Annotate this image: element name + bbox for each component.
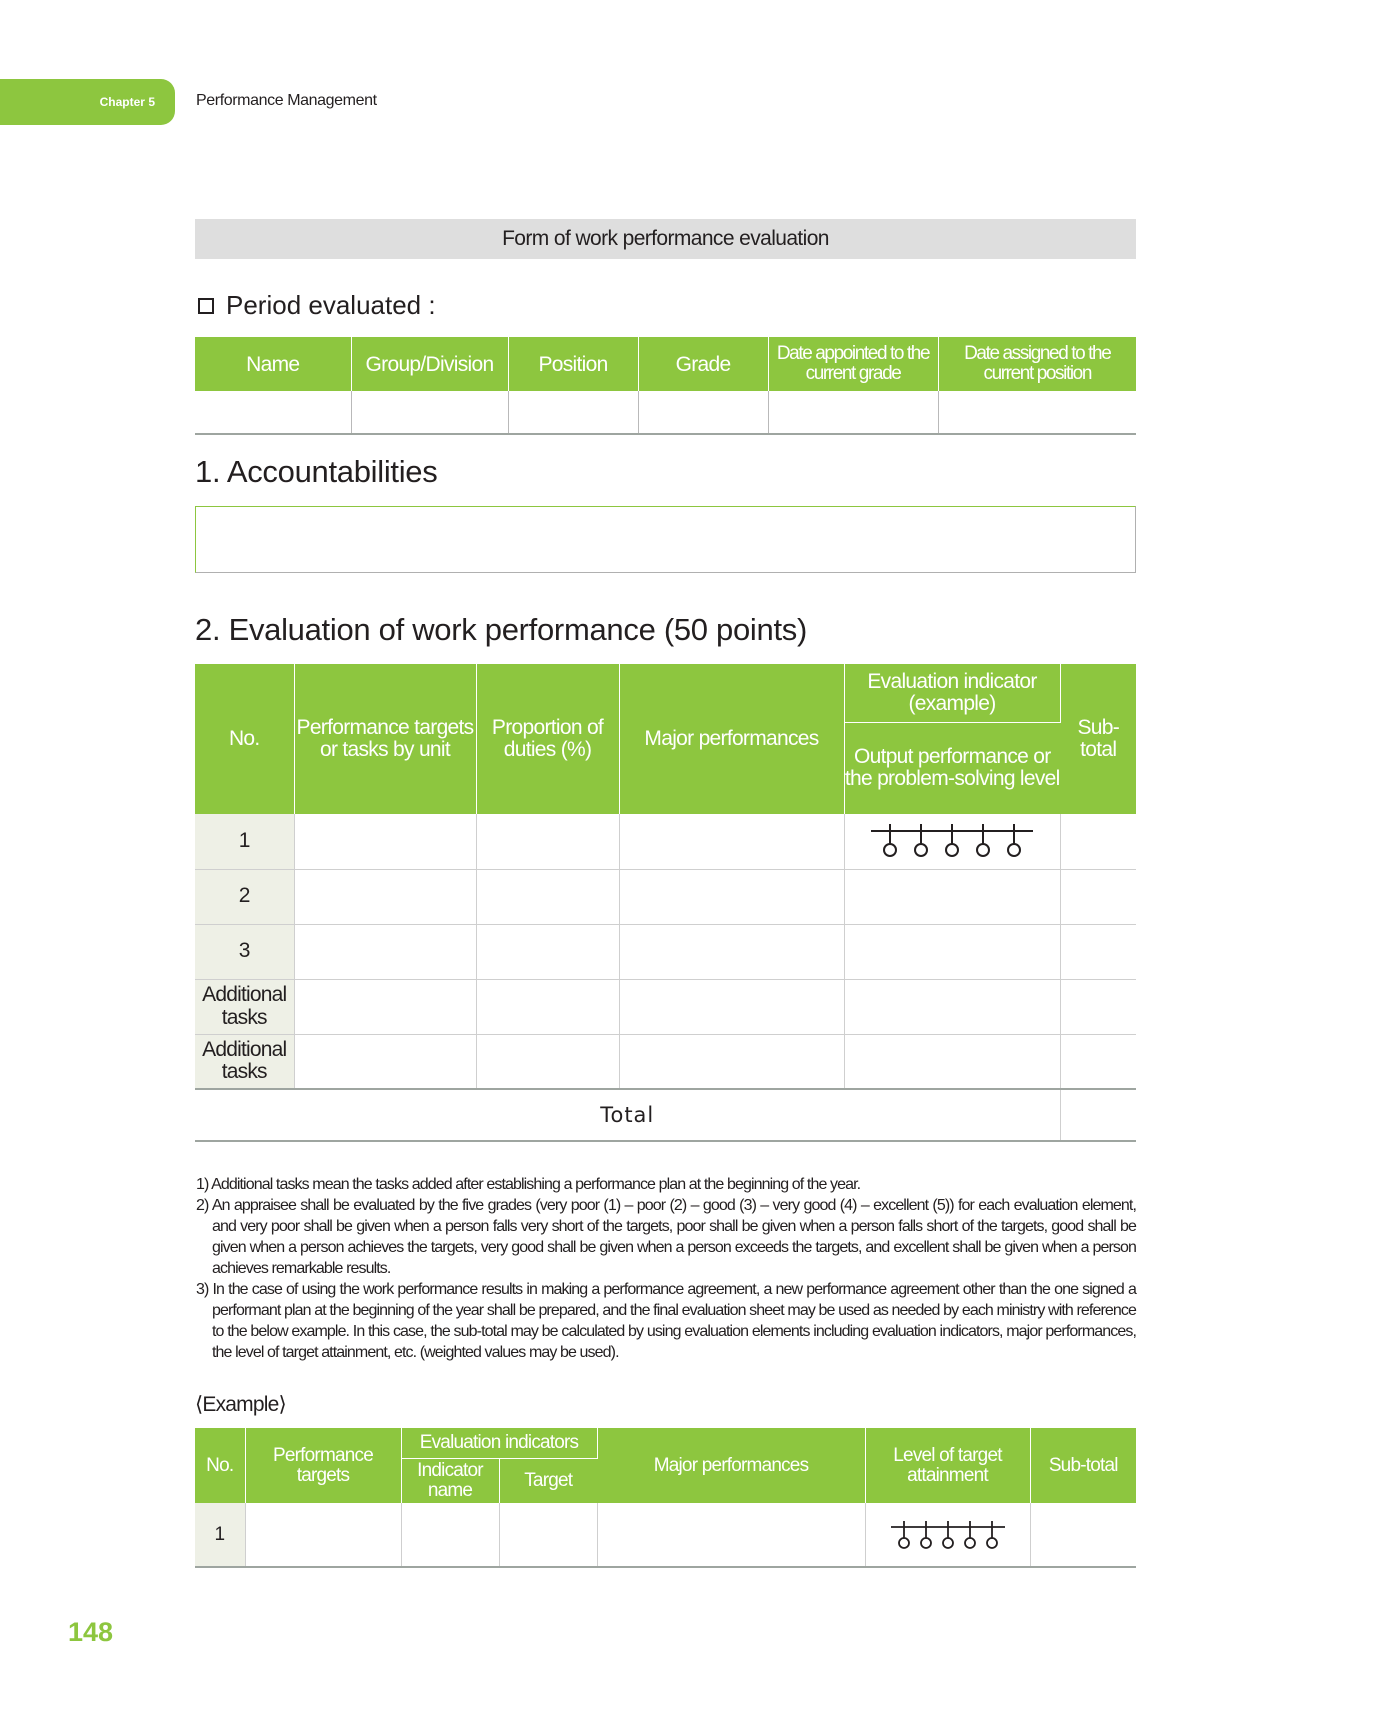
example-header-row-1 xyxy=(195,1428,1136,1458)
position-header: Position xyxy=(508,337,638,391)
ex-level-header: Level of target attainment xyxy=(865,1428,1030,1503)
group-division-cell[interactable] xyxy=(351,391,508,434)
footnote-1: 1) Additional tasks mean the tasks added after establishing a performance plan at the beginning of the year. xyxy=(196,1176,861,1193)
chapter-label: Chapter 5 xyxy=(99,95,155,109)
info-header-row xyxy=(195,337,1136,391)
accountabilities-box[interactable] xyxy=(195,506,1136,573)
form-title-text: Form of work performance evaluation xyxy=(502,227,829,250)
proportion-cell[interactable] xyxy=(476,924,619,979)
targets-cell[interactable] xyxy=(294,869,476,924)
ex-target-header: Target xyxy=(499,1458,597,1503)
major-performances-header: Major performances xyxy=(619,664,844,814)
row-label: 2 xyxy=(195,869,294,924)
ex-indicator-name-header: Indicator name xyxy=(401,1458,499,1503)
table-row xyxy=(195,1503,1136,1567)
ex-targets-cell[interactable] xyxy=(245,1503,401,1567)
info-entry-row xyxy=(195,391,1136,434)
output-performance-header: Output performance or the problem-solving level xyxy=(844,722,1060,814)
major-cell[interactable] xyxy=(619,1034,844,1089)
name-cell[interactable] xyxy=(195,391,351,434)
ex-major-header: Major performances xyxy=(597,1428,865,1503)
targets-cell[interactable] xyxy=(294,814,476,869)
major-cell[interactable] xyxy=(619,869,844,924)
row-label: 1 xyxy=(195,814,294,869)
row-label: 1 xyxy=(195,1503,245,1567)
date-assigned-cell[interactable] xyxy=(938,391,1136,434)
grade-cell[interactable] xyxy=(638,391,768,434)
period-evaluated xyxy=(198,290,436,321)
targets-cell[interactable] xyxy=(294,924,476,979)
subtotal-cell[interactable] xyxy=(1060,869,1136,924)
total-label: Total xyxy=(195,1089,1060,1141)
subtotal-header: Sub-total xyxy=(1060,664,1136,814)
ex-indicator-name-cell[interactable] xyxy=(401,1503,499,1567)
footnote-2: 2) An appraisee shall be evaluated by the five grades (very poor (1) – poor (2) – good (3) – very good (4) – excellent (5)) for each evaluation element, and very poor shall be given when a person falls very short of the targets, poor shall be given when a person falls short of the targets, good shall be given when a person achieves the targets, very good shall be given when a person exceeds the targets, and excellent shall be given when a person achieves remarkable results. xyxy=(196,1197,1136,1277)
row-label: Additional tasks xyxy=(195,1034,294,1089)
ex-indicators-header: Evaluation indicators xyxy=(401,1428,597,1458)
example-table xyxy=(195,1428,1136,1568)
accountabilities-heading: 1. Accountabilities xyxy=(195,454,438,489)
ex-targets-header: Performance targets xyxy=(245,1428,401,1503)
proportion-cell[interactable] xyxy=(476,869,619,924)
position-cell[interactable] xyxy=(508,391,638,434)
rating-cell[interactable] xyxy=(844,869,1060,924)
employee-info-table xyxy=(195,337,1136,435)
grade-header: Grade xyxy=(638,337,768,391)
rating-cell[interactable] xyxy=(844,924,1060,979)
chapter-tab xyxy=(0,79,175,125)
ex-no-header: No. xyxy=(195,1428,245,1503)
proportion-cell[interactable] xyxy=(476,814,619,869)
subtotal-cell[interactable] xyxy=(1060,814,1136,869)
ex-subtotal-header: Sub-total xyxy=(1030,1428,1136,1503)
date-assigned-header: Date assigned to the current position xyxy=(938,337,1136,391)
proportion-header: Proportion of duties (%) xyxy=(476,664,619,814)
major-cell[interactable] xyxy=(619,814,844,869)
ex-level-cell xyxy=(865,1503,1030,1567)
proportion-cell[interactable] xyxy=(476,1034,619,1089)
ex-target-cell[interactable] xyxy=(499,1503,597,1567)
subtotal-cell[interactable] xyxy=(1060,979,1136,1034)
evaluation-table xyxy=(195,664,1136,1142)
form-title xyxy=(195,219,1136,259)
total-row xyxy=(195,1089,1136,1141)
targets-cell[interactable] xyxy=(294,1034,476,1089)
targets-cell[interactable] xyxy=(294,979,476,1034)
row-label: Additional tasks xyxy=(195,979,294,1034)
row-label: 3 xyxy=(195,924,294,979)
subtotal-cell[interactable] xyxy=(1060,924,1136,979)
period-label: Period evaluated : xyxy=(226,290,436,320)
five-point-scale-icon[interactable] xyxy=(888,1519,1008,1551)
total-cell[interactable] xyxy=(1060,1089,1136,1141)
rating-cell xyxy=(844,814,1060,869)
table-row xyxy=(195,1034,1136,1089)
five-point-scale-icon[interactable] xyxy=(867,821,1037,861)
rating-cell[interactable] xyxy=(844,979,1060,1034)
evaluation-indicator-header: Evaluation indicator (example) xyxy=(844,664,1060,722)
proportion-cell[interactable] xyxy=(476,979,619,1034)
running-title: Performance Management xyxy=(196,92,377,109)
no-header: No. xyxy=(195,664,294,814)
table-row xyxy=(195,869,1136,924)
evaluation-heading: 2. Evaluation of work performance (50 points) xyxy=(195,612,807,647)
eval-header-row-1 xyxy=(195,664,1136,722)
subtotal-cell[interactable] xyxy=(1060,1034,1136,1089)
ex-major-cell[interactable] xyxy=(597,1503,865,1567)
date-appointed-header: Date appointed to the current grade xyxy=(768,337,938,391)
table-row xyxy=(195,924,1136,979)
ex-subtotal-cell[interactable] xyxy=(1030,1503,1136,1567)
targets-header: Performance targets or tasks by unit xyxy=(294,664,476,814)
page-number: 148 xyxy=(68,1617,114,1647)
footnotes xyxy=(196,1174,1136,1363)
footnote-3: 3) In the case of using the work performance results in making a performance agreement, a new performance agreement other than the one signed a performant plan at the beginning of the year shall be prepared, and the final evaluation sheet may be used as needed by each ministry with reference to the below example. In this case, the sub-total may be calculated by using evaluation elements including evaluation indicators, major performances, the level of target attainment, etc. (weighted values may be used). xyxy=(196,1281,1136,1361)
table-row xyxy=(195,979,1136,1034)
major-cell[interactable] xyxy=(619,924,844,979)
date-appointed-cell[interactable] xyxy=(768,391,938,434)
example-label: ⟨Example⟩ xyxy=(195,1393,286,1416)
group-division-header: Group/Division xyxy=(351,337,508,391)
major-cell[interactable] xyxy=(619,979,844,1034)
rating-cell[interactable] xyxy=(844,1034,1060,1089)
name-header: Name xyxy=(195,337,351,391)
checkbox-square-icon xyxy=(198,298,214,314)
table-row xyxy=(195,814,1136,869)
